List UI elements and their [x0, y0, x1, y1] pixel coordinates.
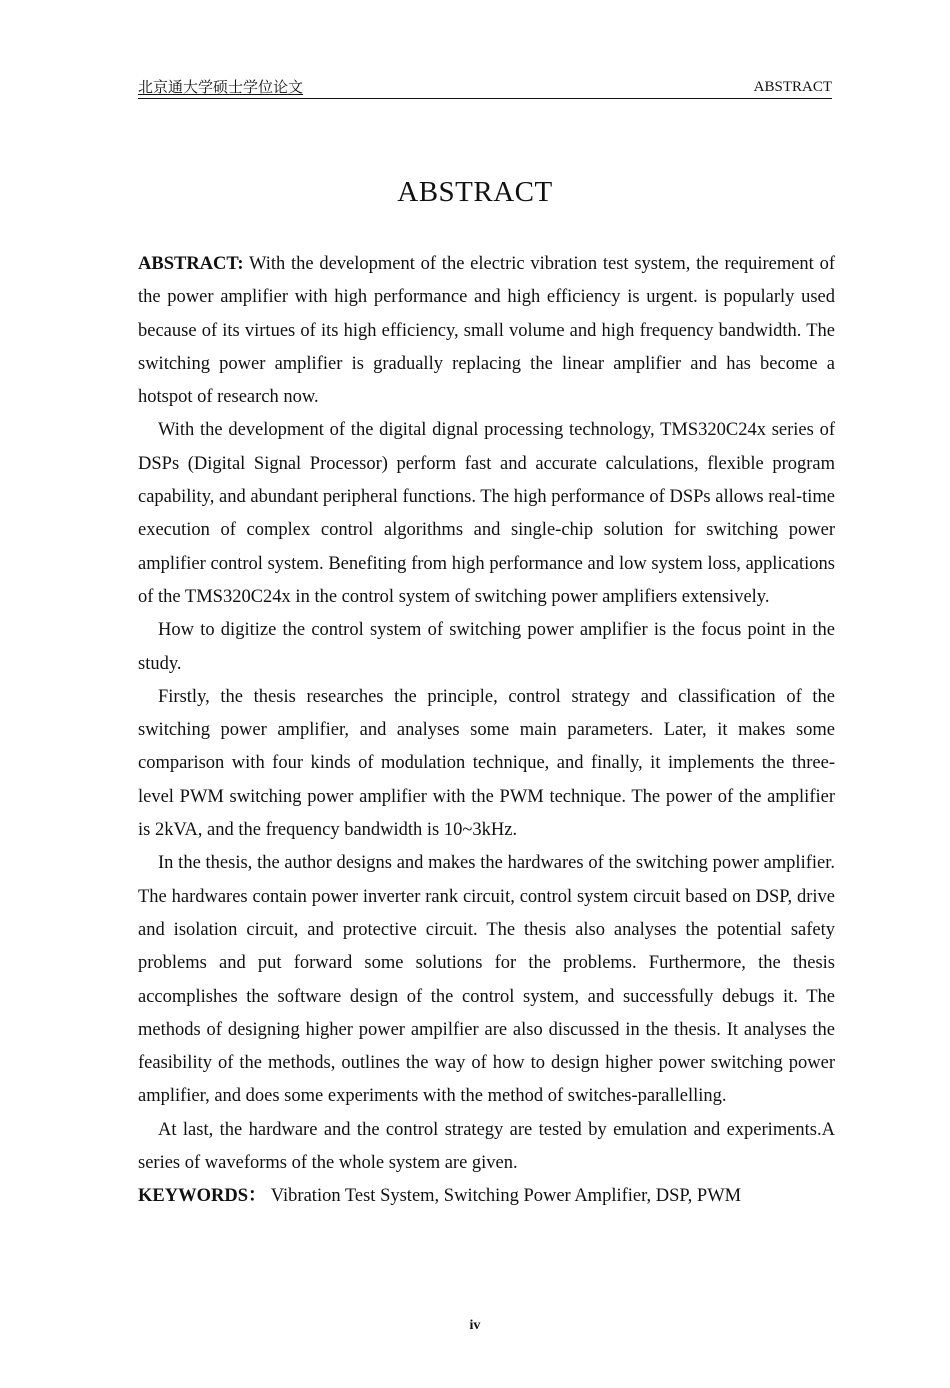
header-university-title: 北京通大学硕士学位论文 — [138, 78, 304, 96]
abstract-paragraph-6: At last, the hardware and the control strategy are tested by emulation and experiments.A series of waveforms of the whole system are given. — [138, 1119, 835, 1174]
abstract-paragraph-1 — [138, 248, 835, 414]
keywords-line — [138, 1180, 835, 1213]
abstract-paragraph-5: In the thesis, the author designs and makes the hardwares of the switching power amplifier. The hardwares contain power inverter rank circuit, control system circuit based on DSP, drive and isolation circuit, and protective circuit. The thesis also analyses the potential safety problems and put forward some solutions for the problems. Furthermore, the thesis accomplishes the software design of the control system, and successfully debugs it. The methods of designing higher power ampilfier are also discussed in the thesis. It analyses the feasibility of the methods, outlines the way of how to design higher power switching power amplifier, and does some experiments with the method of switches-parallelling. — [138, 853, 835, 1107]
page-title: ABSTRACT — [397, 176, 553, 208]
keywords-label: KEYWORDS： — [138, 1186, 267, 1207]
header-section-title: ABSTRACT — [753, 79, 832, 95]
keywords-text: Vibration Test System, Switching Power Amplifier, DSP, PWM — [270, 1186, 742, 1207]
paragraph-1-text: With the development of the electric vibration test system, the requirement of the power amplifier with high performance and high efficiency is urgent. is popularly used because of its virtues of its high efficiency, small volume and high frequency bandwidth. The switching power amplifier is gradually replacing the linear amplifier and has become a hotspot of research now. — [138, 254, 835, 408]
page-number: iv — [469, 1318, 481, 1333]
abstract-paragraph-3: How to digitize the control system of switching power amplifier is the focus point in the study. — [138, 620, 835, 674]
abstract-label: ABSTRACT: — [138, 254, 244, 274]
abstract-paragraph-2: With the development of the digital dignal processing technology, TMS320C24x series of DSPs (Digital Signal Processor) perform fast and accurate calculations, flexible program capability, and abundant peripheral functions. The high performance of DSPs allows real-time execution of complex control algorithms and single-chip solution for switching power amplifier control system. Benefiting from high performance and low system loss, applications of the TMS320C24x in the control system of switching power amplifiers extensively. — [138, 420, 835, 607]
abstract-paragraph-4: Firstly, the thesis researches the principle, control strategy and classification of the switching power amplifier, and analyses some main parameters. Later, it makes some comparison with four kinds of modulation technique, and finally, it implements the three-level PWM switching power amplifier with the PWM technique. The power of the amplifier is 2kVA, and the frequency bandwidth is 10~3kHz. — [138, 686, 835, 841]
page-header — [138, 76, 832, 99]
abstract-body — [138, 248, 835, 1214]
